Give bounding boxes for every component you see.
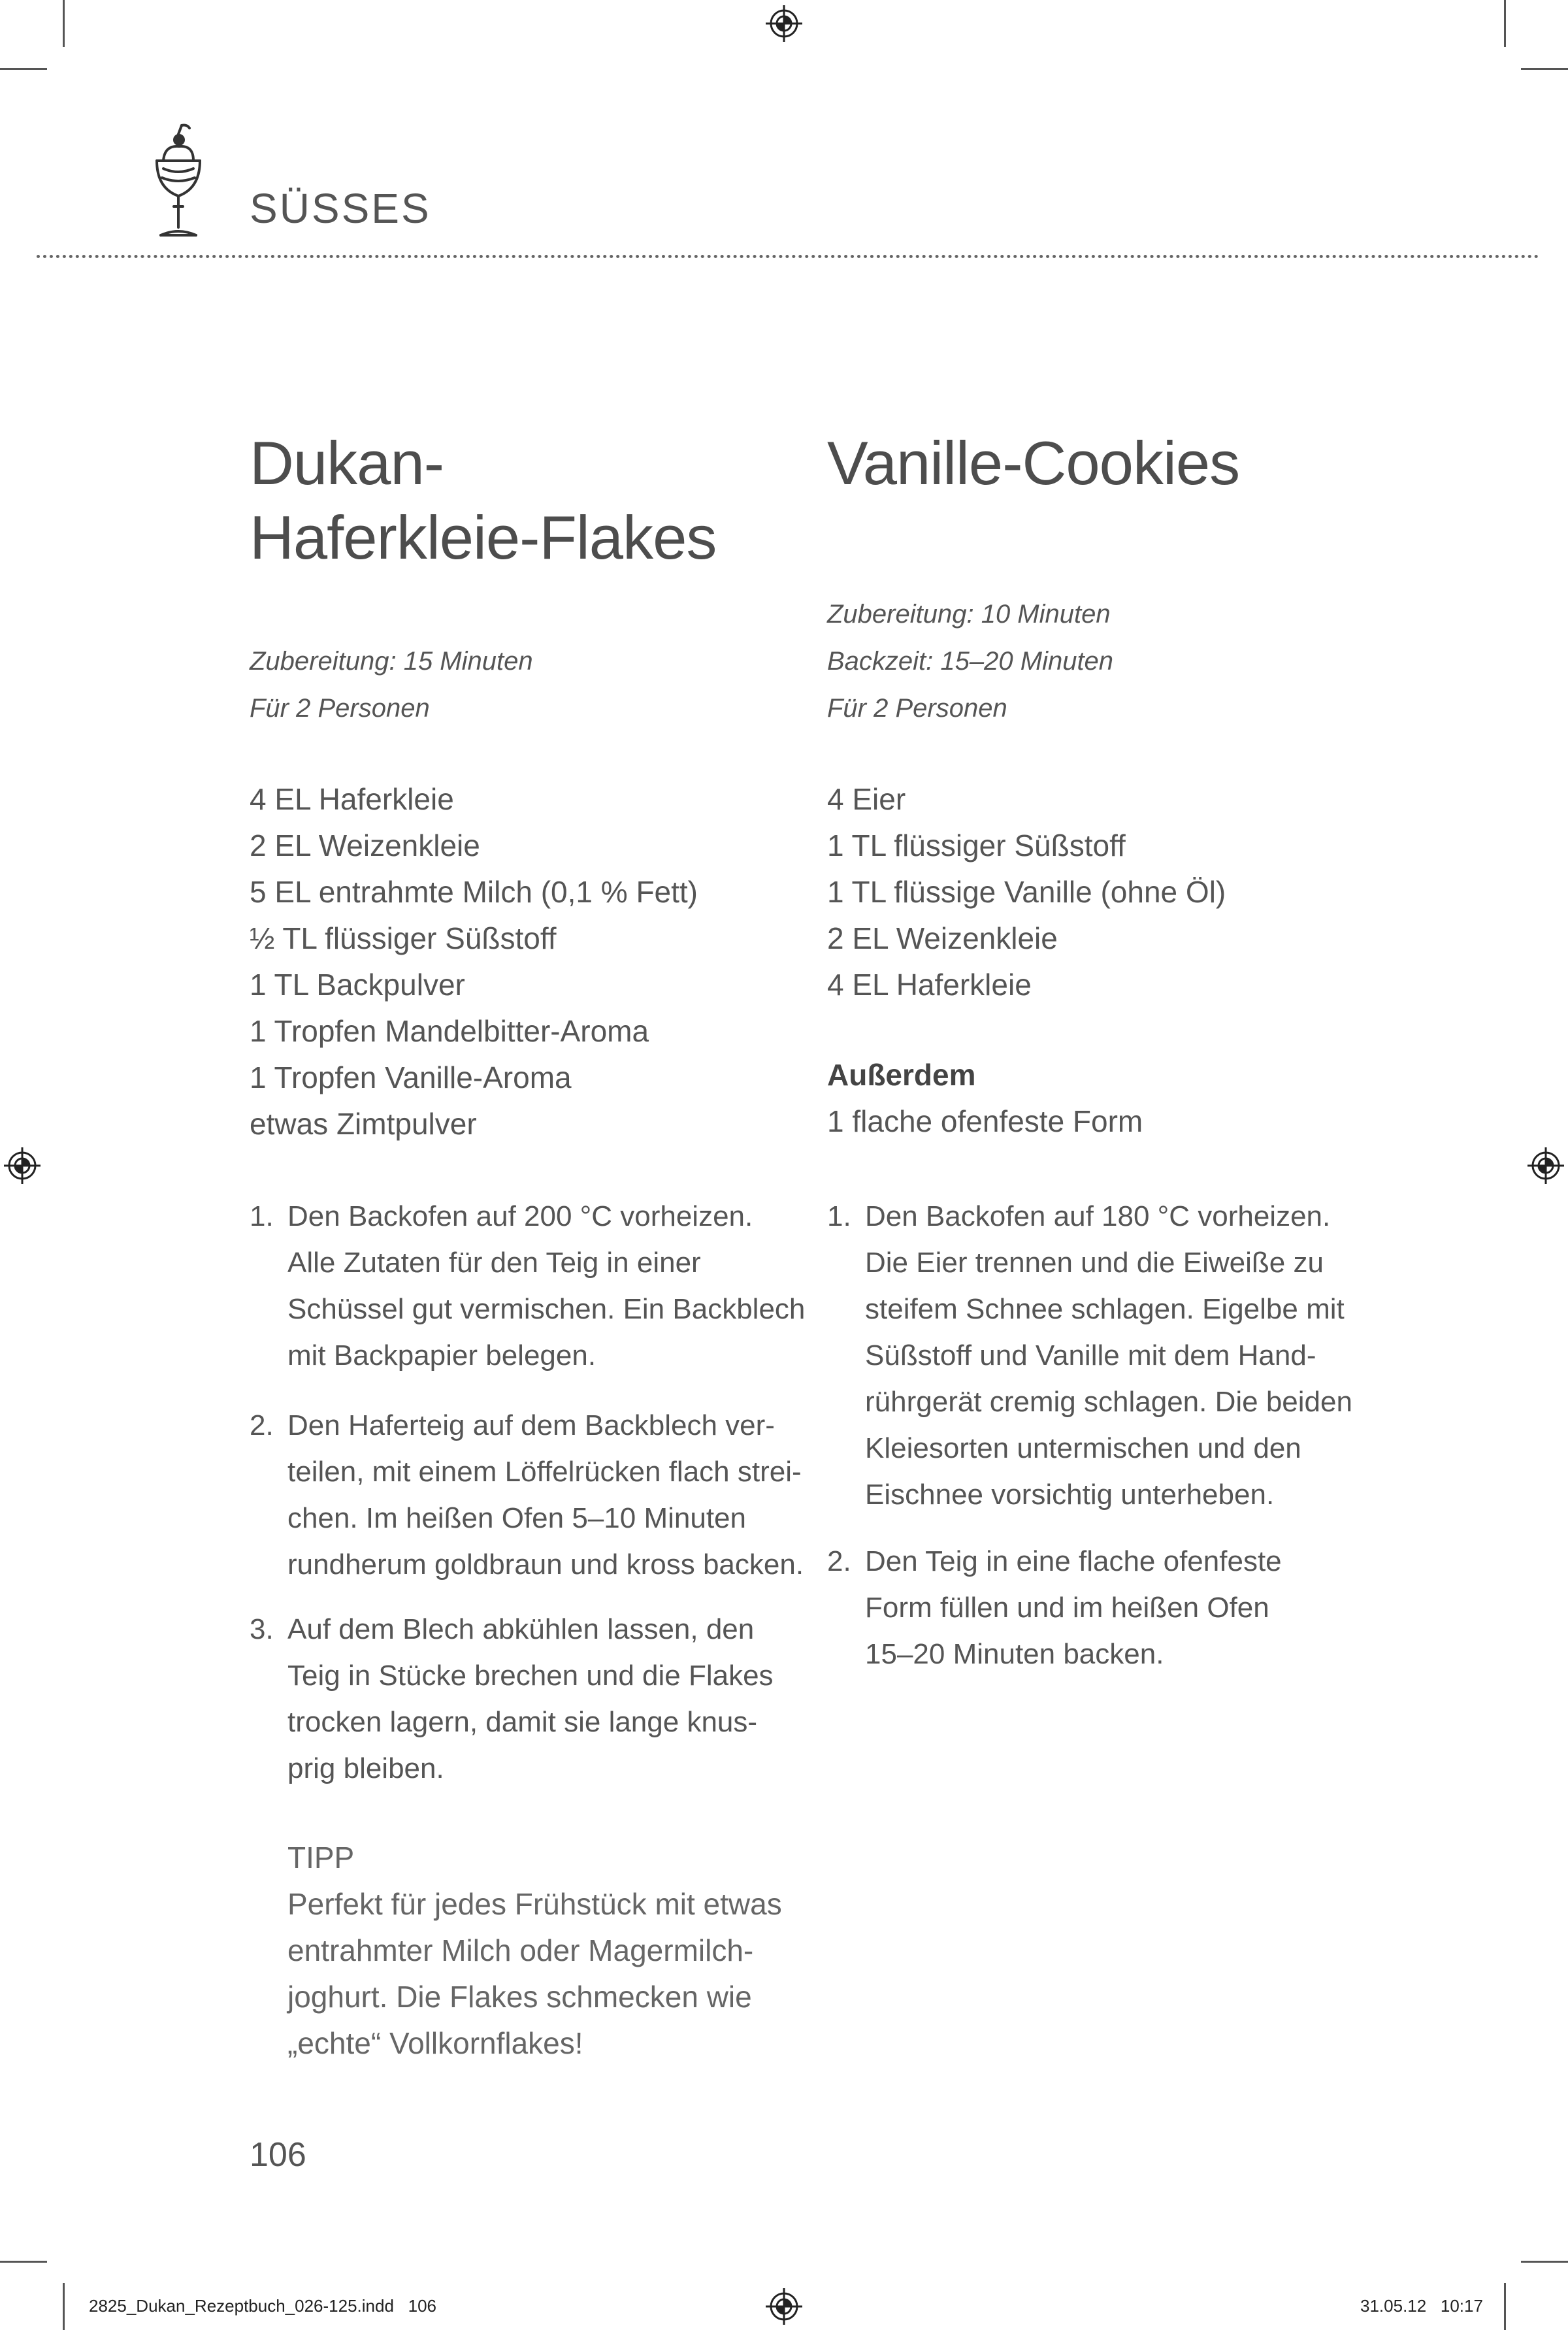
step-number: 1. [827, 1200, 851, 1232]
ingredient-item: 4 EL Haferkleie [250, 782, 454, 816]
header-dotted-divider [37, 255, 1539, 258]
ingredient-item: 4 Eier [827, 782, 906, 816]
step-number: 2. [827, 1545, 851, 1577]
ingredient-item: 2 EL Weizenkleie [250, 829, 480, 862]
step-line: steifem Schnee schlagen. Eigelbe mit [865, 1293, 1345, 1325]
instruction-step [250, 1193, 811, 1383]
prep-time: Zubereitung: 15 Minuten [250, 647, 533, 676]
tip-line: joghurt. Die Flakes schmecken wie [287, 1980, 752, 2014]
ingredient-item: etwas Zimtpulver [250, 1107, 477, 1141]
step-line: Den Haferteig auf dem Backblech ver- [287, 1409, 775, 1441]
step-line: mit Backpapier belegen. [287, 1339, 596, 1371]
tip-line: entrahmter Milch oder Magermilch- [287, 1933, 754, 1967]
step-line: teilen, mit einem Löffelrücken flach strei- [287, 1456, 802, 1488]
step-line: prig bleiben. [287, 1752, 444, 1784]
extras-item: 1 flache ofenfeste Form [827, 1104, 1143, 1138]
crop-mark-bottom-right-v [1504, 2283, 1506, 2330]
step-line: Kleiesorten untermischen und den [865, 1432, 1301, 1464]
instruction-step [250, 1402, 811, 1592]
step-line: Die Eier trennen und die Eiweiße zu [865, 1247, 1324, 1279]
bake-time: Backzeit: 15–20 Minuten [827, 647, 1114, 676]
step-line: chen. Im heißen Ofen 5–10 Minuten [287, 1502, 746, 1534]
tip-line: Perfekt für jedes Frühstück mit etwas [287, 1887, 782, 1921]
registration-mark-icon [766, 2288, 802, 2325]
prep-time: Zubereitung: 10 Minuten [827, 600, 1111, 629]
extras-heading: Außerdem [827, 1058, 976, 1092]
step-line: Schüssel gut vermischen. Ein Backblech [287, 1293, 806, 1325]
tip-box [287, 1835, 782, 2067]
step-line: Teig in Stücke brechen und die Flakes [287, 1660, 774, 1692]
step-line: trocken lagern, damit sie lange knus- [287, 1706, 758, 1738]
recipe-title-left [250, 426, 716, 575]
ingredient-item: 2 EL Weizenkleie [827, 921, 1058, 955]
step-line: 15–20 Minuten backen. [865, 1638, 1164, 1670]
registration-mark-icon [766, 5, 802, 42]
recipe-meta-right [827, 591, 1113, 732]
step-line: Den Backofen auf 200 °C vorheizen. [287, 1200, 753, 1232]
ice-cream-sundae-icon [149, 123, 208, 247]
section-title: SÜSSES [250, 185, 431, 232]
step-line: Auf dem Blech abkühlen lassen, den [287, 1613, 755, 1645]
crop-mark-top-right-h [1521, 68, 1568, 70]
extras-block [827, 1052, 1143, 1145]
step-number: 2. [250, 1409, 274, 1441]
ingredient-list-left [250, 776, 698, 1147]
instruction-step [250, 1606, 811, 1796]
instruction-step [827, 1538, 1389, 1682]
recipe-title-right [827, 426, 1239, 500]
step-line: rundherum goldbraun und kross backen. [287, 1549, 804, 1581]
title-line: Dukan- [250, 429, 444, 497]
instruction-step [827, 1193, 1389, 1520]
crop-mark-bottom-left-h [0, 2261, 47, 2263]
ingredient-item: 5 EL entrahmte Milch (0,1 % Fett) [250, 875, 698, 909]
ingredient-item: 1 TL Backpulver [250, 968, 465, 1002]
step-line: rührgerät cremig schlagen. Die beiden [865, 1386, 1352, 1418]
step-line: Süßstoff und Vanille mit dem Hand- [865, 1339, 1316, 1371]
step-number: 3. [250, 1613, 274, 1645]
servings: Für 2 Personen [250, 694, 430, 723]
page-number: 106 [250, 2136, 306, 2174]
footer-date-time: 31.05.12 10:17 [1360, 2296, 1483, 2316]
step-line: Den Teig in eine flache ofenfeste [865, 1545, 1282, 1577]
title-line: Haferkleie-Flakes [250, 503, 717, 572]
ingredient-item: 1 Tropfen Mandelbitter-Aroma [250, 1014, 649, 1048]
title-line: Vanille-Cookies [827, 429, 1240, 497]
step-line: Alle Zutaten für den Teig in einer [287, 1247, 701, 1279]
tip-line: „echte“ Vollkornflakes! [287, 2026, 583, 2060]
crop-mark-top-left-h [0, 68, 47, 70]
ingredient-item: 1 TL flüssige Vanille (ohne Öl) [827, 875, 1226, 909]
step-number: 1. [250, 1200, 274, 1232]
crop-mark-top-right-v [1504, 0, 1506, 47]
ingredient-item: ½ TL flüssiger Süßstoff [250, 921, 557, 955]
step-line: Den Backofen auf 180 °C vorheizen. [865, 1200, 1331, 1232]
ingredient-item: 1 TL flüssiger Süßstoff [827, 829, 1126, 862]
crop-mark-bottom-left-v [63, 2283, 65, 2330]
registration-mark-icon [1527, 1147, 1564, 1184]
crop-mark-top-left-v [63, 0, 65, 47]
ingredient-item: 4 EL Haferkleie [827, 968, 1032, 1002]
registration-mark-icon [4, 1147, 41, 1184]
ingredient-item: 1 Tropfen Vanille-Aroma [250, 1060, 572, 1094]
ingredient-list-right [827, 776, 1226, 1008]
tip-label: TIPP [287, 1841, 355, 1875]
step-line: Eischnee vorsichtig unterheben. [865, 1479, 1275, 1511]
step-line: Form füllen und im heißen Ofen [865, 1592, 1269, 1624]
crop-mark-bottom-right-h [1521, 2261, 1568, 2263]
servings: Für 2 Personen [827, 694, 1007, 723]
footer-file-info: 2825_Dukan_Rezeptbuch_026-125.indd 106 [89, 2296, 436, 2316]
recipe-meta-left [250, 638, 533, 732]
